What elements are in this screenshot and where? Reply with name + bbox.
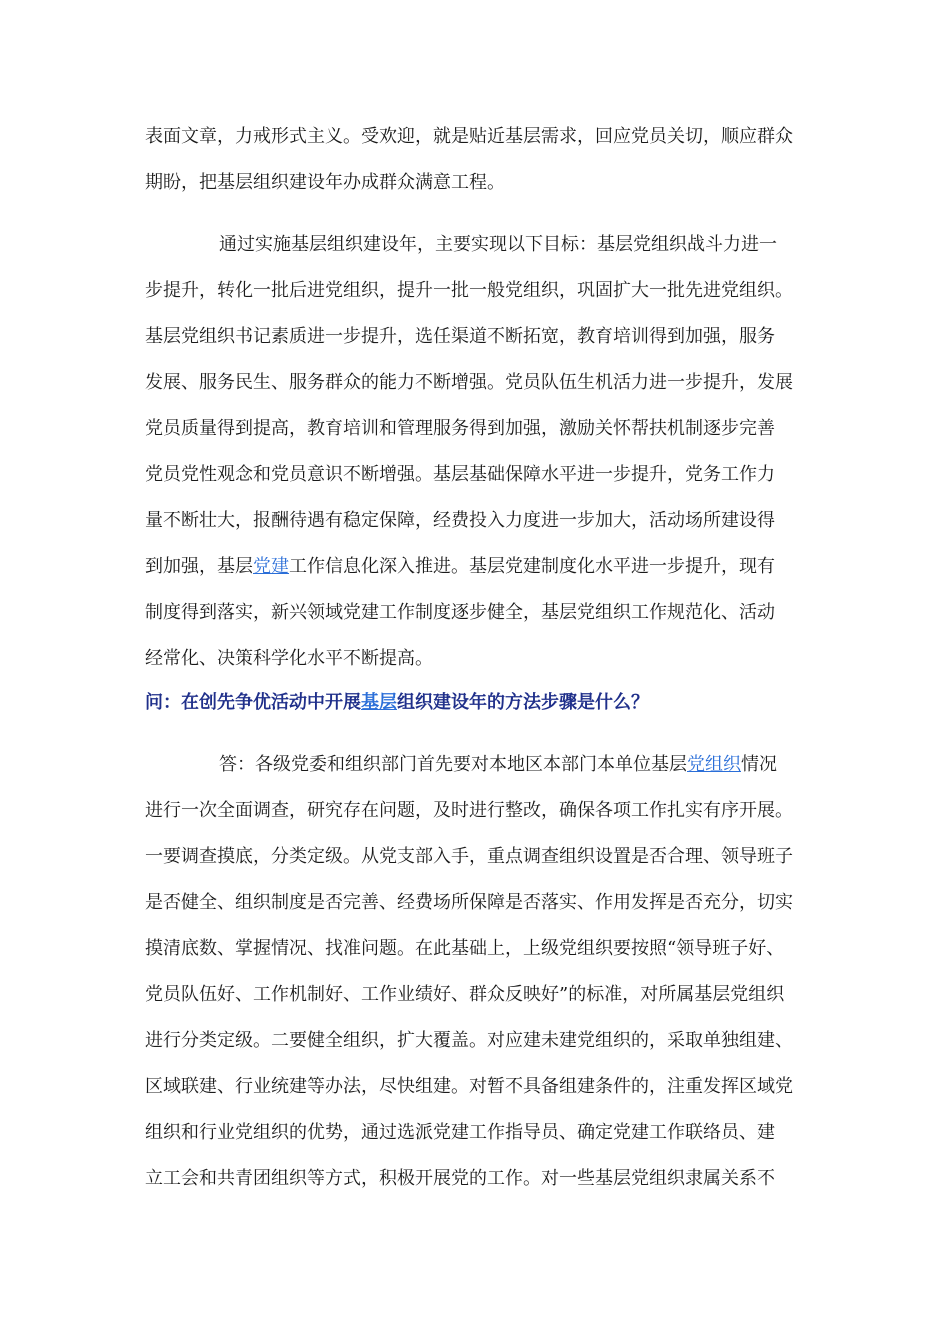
paragraph-2-line-2: 步提升，转化一批后进党组织，提升一批一般党组织，巩固扩大一批先进党组织。 xyxy=(145,280,793,301)
answer-line-10: 立工会和共青团组织等方式，积极开展党的工作。对一些基层党组织隶属关系不 xyxy=(145,1168,775,1189)
question-text-post: 组织建设年的方法步骤是什么？ xyxy=(397,692,649,713)
answer-line-4: 是否健全、组织制度是否完善、经费场所保障是否落实、作用发挥是否充分，切实 xyxy=(145,892,793,913)
answer-line-2: 进行一次全面调查，研究存在问题，及时进行整改，确保各项工作扎实有序开展。 xyxy=(145,800,793,821)
dangjian-link[interactable]: 党建 xyxy=(253,556,289,577)
dangzuzhi-link[interactable]: 党组织 xyxy=(687,754,741,775)
paragraph-2-line-7: 量不断壮大，报酬待遇有稳定保障，经费投入力度进一步加大，活动场所建设得 xyxy=(145,510,775,531)
answer-line-1 xyxy=(219,753,777,777)
paragraph-1-line-1: 表面文章，力戒形式主义。受欢迎，就是贴近基层需求，回应党员关切，顺应群众 xyxy=(145,126,793,147)
paragraph-2-line-10: 经常化、决策科学化水平不断提高。 xyxy=(145,648,433,669)
question-heading xyxy=(145,691,649,715)
answer-line-5: 摸清底数、掌握情况、找准问题。在此基础上，上级党组织要按照“领导班子好、 xyxy=(145,938,785,959)
paragraph-2-line-6: 党员党性观念和党员意识不断增强。基层基础保障水平进一步提升，党务工作力 xyxy=(145,464,775,485)
paragraph-2-line-4: 发展、服务民生、服务群众的能力不断增强。党员队伍生机活力进一步提升，发展 xyxy=(145,372,793,393)
answer-line-6: 党员队伍好、工作机制好、工作业绩好、群众反映好”的标准，对所属基层党组织 xyxy=(145,984,785,1005)
paragraph-1-line-2: 期盼，把基层组织建设年办成群众满意工程。 xyxy=(145,172,505,193)
paragraph-2-line-8-text-post: 工作信息化深入推进。基层党建制度化水平进一步提升，现有 xyxy=(289,556,775,577)
answer-line-1-text-pre: 答：各级党委和组织部门首先要对本地区本部门本单位基层 xyxy=(219,754,687,775)
paragraph-2-line-3: 基层党组织书记素质进一步提升，选任渠道不断拓宽，教育培训得到加强，服务 xyxy=(145,326,775,347)
answer-line-1-text-post: 情况 xyxy=(741,754,777,775)
paragraph-2-line-5: 党员质量得到提高，教育培训和管理服务得到加强，激励关怀帮扶机制逐步完善 xyxy=(145,418,775,439)
question-text-pre: 问：在创先争优活动中开展 xyxy=(145,692,361,713)
answer-line-3: 一要调查摸底，分类定级。从党支部入手，重点调查组织设置是否合理、领导班子 xyxy=(145,846,793,867)
paragraph-2-line-8-text-pre: 到加强，基层 xyxy=(145,556,253,577)
jiceng-link[interactable]: 基层 xyxy=(361,692,397,713)
answer-line-8: 区域联建、行业统建等办法，尽快组建。对暂不具备组建条件的，注重发挥区域党 xyxy=(145,1076,793,1097)
answer-line-9: 组织和行业党组织的优势，通过选派党建工作指导员、确定党建工作联络员、建 xyxy=(145,1122,775,1143)
paragraph-2-line-8 xyxy=(145,555,775,579)
paragraph-2-line-9: 制度得到落实，新兴领域党建工作制度逐步健全，基层党组织工作规范化、活动 xyxy=(145,602,775,623)
answer-line-7: 进行分类定级。二要健全组织，扩大覆盖。对应建未建党组织的，采取单独组建、 xyxy=(145,1030,793,1051)
paragraph-2-line-1: 通过实施基层组织建设年，主要实现以下目标：基层党组织战斗力进一 xyxy=(219,234,777,255)
